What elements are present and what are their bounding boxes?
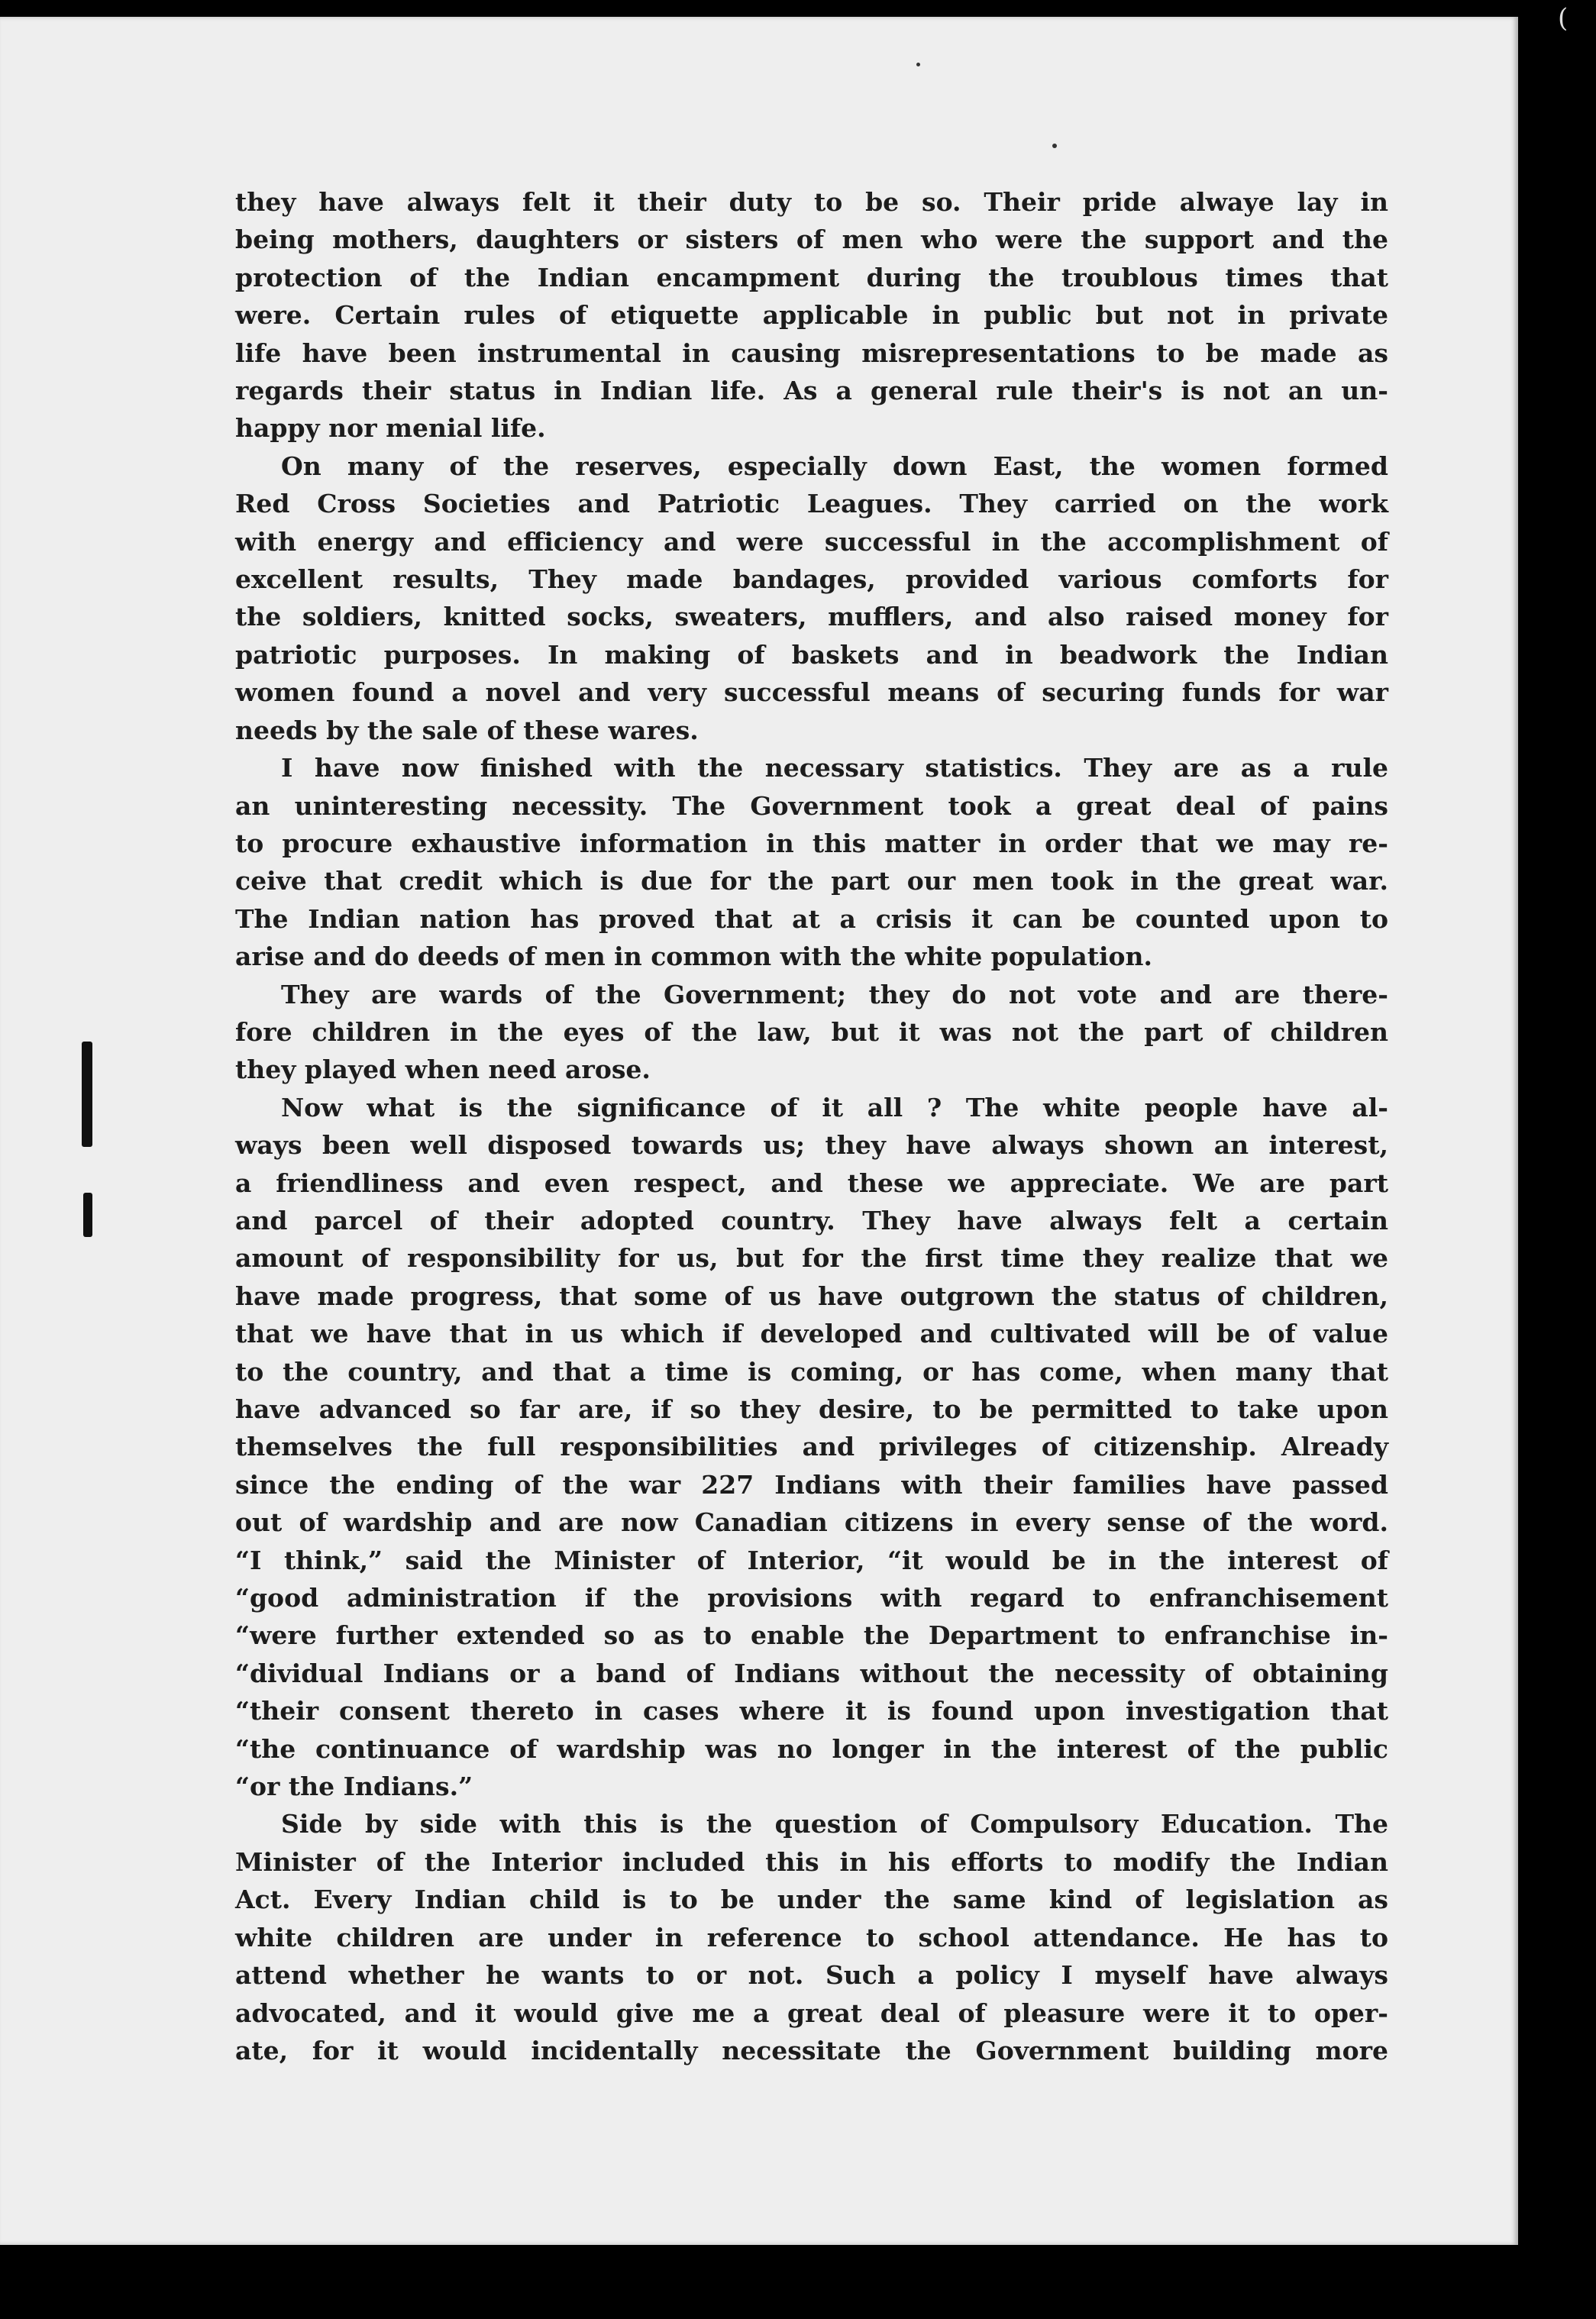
text-line: needs by the sale of these wares. — [235, 715, 699, 745]
text-line: ceive that credit which is due for the part our men took in the great war. — [235, 866, 1388, 896]
text-line: to the country, and that a time is coming, or has come, when many that — [235, 1356, 1388, 1387]
text-line: “good administration if the provisions with regard to enfranchisement — [235, 1583, 1388, 1613]
text-line: “the continuance of wardship was no longer in the interest of the public — [235, 1733, 1388, 1764]
text-line: have made progress, that some of us have outgrown the status of children, — [235, 1281, 1388, 1311]
text-line: happy nor menial life. — [235, 413, 546, 444]
text-line: life have been instrumental in causing misrepresentations to be made as — [235, 338, 1388, 368]
text-line: advocated, and it would give me a great deal of pleasure were it to oper- — [235, 1998, 1388, 2028]
text-line: white children are under in reference to school attendance. He has to — [235, 1922, 1388, 1952]
text-line: they played when need arose. — [235, 1055, 651, 1085]
text-line: attend whether he wants to or not. Such a policy I myself have always — [235, 1960, 1388, 1991]
text-line: women found a novel and very successful means of securing funds for war — [235, 677, 1388, 708]
text-line: amount of responsibility for us, but for the first time they realize that we — [235, 1243, 1388, 1274]
text-line: and parcel of their adopted country. They have always felt a certain — [235, 1205, 1388, 1235]
text-line: out of wardship and are now Canadian citizens in every sense of the word. — [235, 1507, 1388, 1538]
margin-rule-mark — [82, 1042, 92, 1147]
text-line: that we have that in us which if developed and cultivated will be of value — [235, 1319, 1388, 1349]
text-line: arise and do deeds of men in common with the white population. — [235, 941, 1153, 972]
text-line: “were further extended so as to enable the Department to enfranchise in- — [235, 1620, 1388, 1651]
text-line: Side by side with this is the question of Compulsory Education. The — [281, 1809, 1388, 1839]
scan-speck — [916, 63, 920, 66]
text-line: the soldiers, knitted socks, sweaters, mufflers, and also raised money for — [235, 602, 1388, 632]
text-line: regards their status in Indian life. As a general rule their's is not an un- — [235, 376, 1388, 406]
text-line: The Indian nation has proved that at a crisis it can be counted upon to — [235, 903, 1388, 934]
text-line: “dividual Indians or a band of Indians without the necessity of obtaining — [235, 1658, 1388, 1688]
text-line: patriotic purposes. In making of baskets and in beadwork the Indian — [235, 639, 1388, 670]
text-line: have advanced so far are, if so they desire, to be permitted to take upon — [235, 1394, 1388, 1424]
text-line: excellent results, They made bandages, provided various comforts for — [235, 564, 1388, 595]
text-line: Act. Every Indian child is to be under the same kind of legislation as — [235, 1885, 1388, 1915]
page-text-body — [235, 183, 1388, 2069]
text-line: “their consent thereto in cases where it is found upon investigation that — [235, 1696, 1388, 1726]
text-line: “or the Indians.” — [235, 1772, 473, 1802]
text-line: being mothers, daughters or sisters of men who were the support and the — [235, 224, 1388, 255]
margin-rule-mark — [83, 1193, 92, 1237]
text-line: a friendliness and even respect, and these we appreciate. We are part — [235, 1168, 1388, 1198]
text-line: Now what is the significance of it all ? The white people have al- — [281, 1092, 1388, 1122]
text-line: to procure exhaustive information in this matter in order that we may re- — [235, 828, 1388, 858]
text-line: “I think,” said the Minister of Interior, “it would be in the interest of — [235, 1545, 1388, 1575]
text-line: On many of the reserves, especially down East, the women formed — [281, 451, 1388, 481]
text-line: They are wards of the Government; they do not vote and are there- — [281, 979, 1388, 1009]
text-line: Red Cross Societies and Patriotic Leagues. They carried on the work — [235, 489, 1388, 519]
text-line: protection of the Indian encampment during the troublous times that — [235, 262, 1388, 292]
text-line: they have always felt it their duty to be so. Their pride alwaye lay in — [235, 187, 1388, 217]
text-line: ways been well disposed towards us; they have always shown an interest, — [235, 1130, 1388, 1161]
text-line: were. Certain rules of etiquette applicable in public but not in private — [235, 300, 1388, 331]
text-line: with energy and efficiency and were successful in the accomplishment of — [235, 526, 1388, 557]
text-line: Minister of the Interior included this in his efforts to modify the Indian — [235, 1846, 1388, 1877]
scan-speck — [1052, 144, 1057, 148]
book-page — [0, 17, 1518, 2245]
text-line: fore children in the eyes of the law, but it was not the part of children — [235, 1016, 1388, 1047]
text-line: I have now finished with the necessary statistics. They are as a rule — [281, 753, 1388, 783]
text-line: ate, for it would incidentally necessitate the Government building more — [235, 2035, 1388, 2065]
corner-mark: ( — [1558, 3, 1569, 34]
text-line: since the ending of the war 227 Indians with their families have passed — [235, 1469, 1388, 1500]
text-line: themselves the full responsibilities and privileges of citizenship. Already — [235, 1432, 1388, 1462]
text-line: an uninteresting necessity. The Government took a great deal of pains — [235, 790, 1388, 821]
